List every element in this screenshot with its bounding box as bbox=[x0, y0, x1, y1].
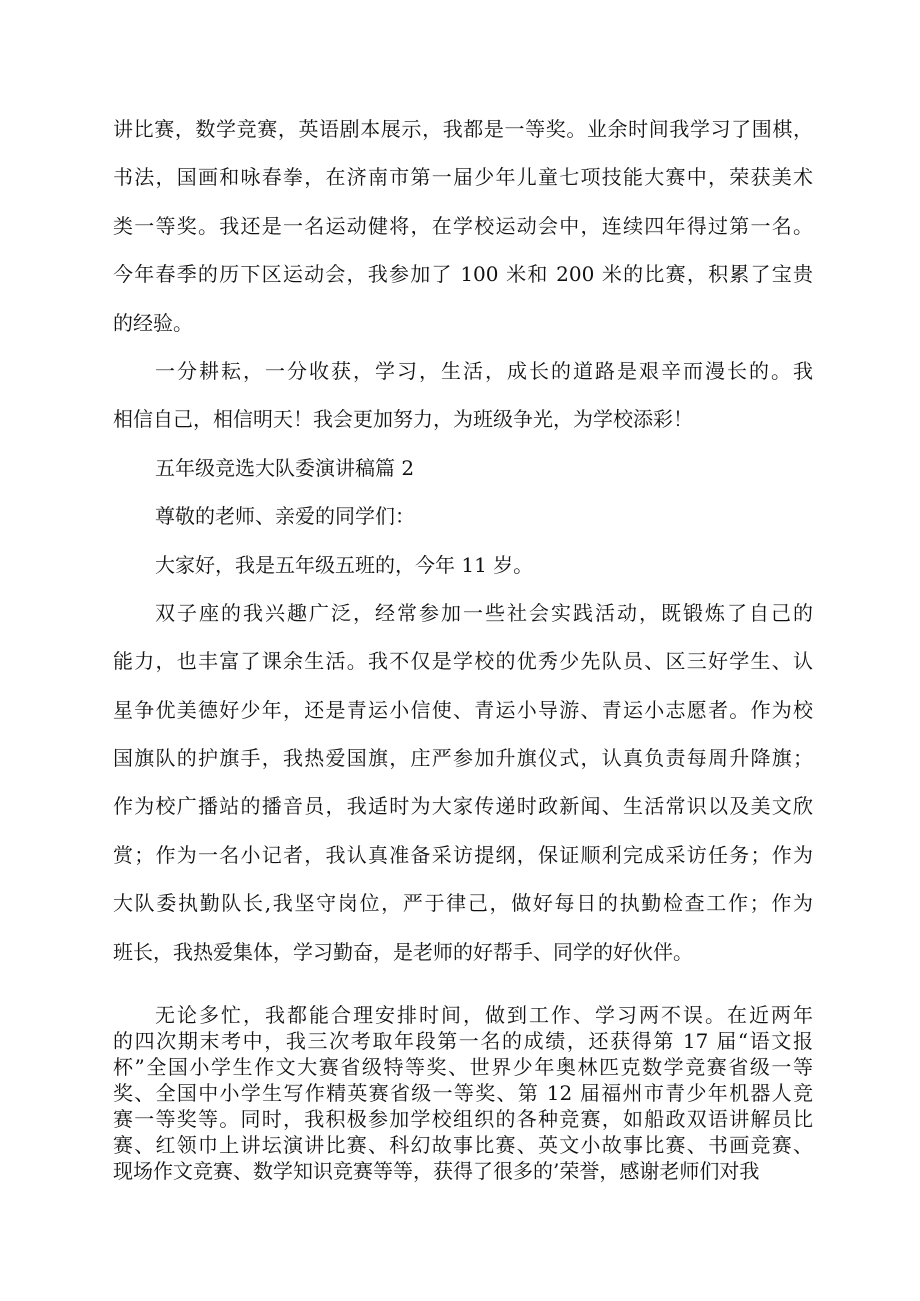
document-body-double-spaced bbox=[113, 105, 813, 976]
paragraph bbox=[113, 1002, 813, 1184]
text-line: 现场作文竞赛、数学知识竞赛等等，获得了很多的’荣誉，感谢老师们对我 bbox=[113, 1159, 760, 1183]
paragraph bbox=[113, 541, 813, 589]
paragraph bbox=[113, 492, 813, 540]
text-line: 类一等奖。我还是一名运动健将，在学校运动会中，连续四年得过第一名。 bbox=[113, 213, 813, 238]
text-line: 大队委执勤队长,我坚守岗位，严于律己，做好每日的执勤检查工作；作为 bbox=[113, 891, 813, 916]
paragraph bbox=[113, 444, 813, 492]
paragraph bbox=[113, 589, 813, 976]
text-line: 相信自己，相信明天！我会更加努力，为班级争光，为学校添彩！ bbox=[113, 407, 693, 432]
text-line: 作为校广播站的播音员，我适时为大家传递时政新闻、生活常识以及美文欣 bbox=[113, 794, 813, 819]
text-line: 杯”全国小学生作文大赛省级特等奖、世界少年奥林匹克数学竞赛省级一等 bbox=[113, 1055, 813, 1079]
text-line: 星争优美德好少年，还是青运小信使、青运小导游、青运小志愿者。作为校 bbox=[113, 697, 813, 722]
text-line: 的经验。 bbox=[113, 310, 193, 335]
paragraph bbox=[113, 347, 813, 444]
text-line: 奖、全国中小学生写作精英赛省级一等奖、第 12 届福州市青少年机器人竞 bbox=[113, 1081, 813, 1105]
text-line: 尊敬的老师、亲爱的同学们： bbox=[155, 504, 415, 529]
text-line: 书法，国画和咏春拳，在济南市第一届少年儿童七项技能大赛中，荣获美术 bbox=[113, 165, 813, 190]
document-body-single-spaced bbox=[113, 1002, 813, 1184]
text-line: 赏；作为一名小记者，我认真准备采访提纲，保证顺利完成采访任务；作为 bbox=[113, 842, 813, 867]
text-line: 讲比赛，数学竞赛，英语剧本展示，我都是一等奖。业余时间我学习了围棋， bbox=[113, 117, 813, 141]
text-line: 国旗队的护旗手，我热爱国旗，庄严参加升旗仪式，认真负责每周升降旗； bbox=[113, 746, 813, 771]
text-line: 能力，也丰富了课余生活。我不仅是学校的优秀少先队员、区三好学生、认 bbox=[113, 649, 813, 674]
paragraph bbox=[113, 105, 813, 347]
text-line: 一分耕耘，一分收获，学习，生活，成长的道路是艰辛而漫长的。我 bbox=[155, 358, 813, 383]
text-line: 五年级竞选大队委演讲稿篇 2 bbox=[155, 455, 415, 480]
text-line: 今年春季的历下区运动会，我参加了 100 米和 200 米的比赛，积累了宝贵 bbox=[113, 262, 813, 287]
text-line: 无论多忙，我都能合理安排时间，做到工作、学习两不误。在近两年 bbox=[155, 1003, 813, 1027]
text-line: 班长，我热爱集体，学习勤奋，是老师的好帮手、同学的好伙伴。 bbox=[113, 939, 693, 964]
text-line: 的四次期末考中，我三次考取年段第一名的成绩，还获得第 17 届“语文报 bbox=[113, 1029, 813, 1053]
text-line: 赛、红领巾上讲坛演讲比赛、科幻故事比赛、英文小故事比赛、书画竞赛、 bbox=[113, 1133, 813, 1157]
text-line: 双子座的我兴趣广泛，经常参加一些社会实践活动，既锻炼了自己的 bbox=[155, 600, 813, 625]
text-line: 赛一等奖等。同时，我积极参加学校组织的各种竞赛，如船政双语讲解员比 bbox=[113, 1107, 813, 1131]
text-line: 大家好，我是五年级五班的，今年 11 岁。 bbox=[155, 552, 534, 577]
